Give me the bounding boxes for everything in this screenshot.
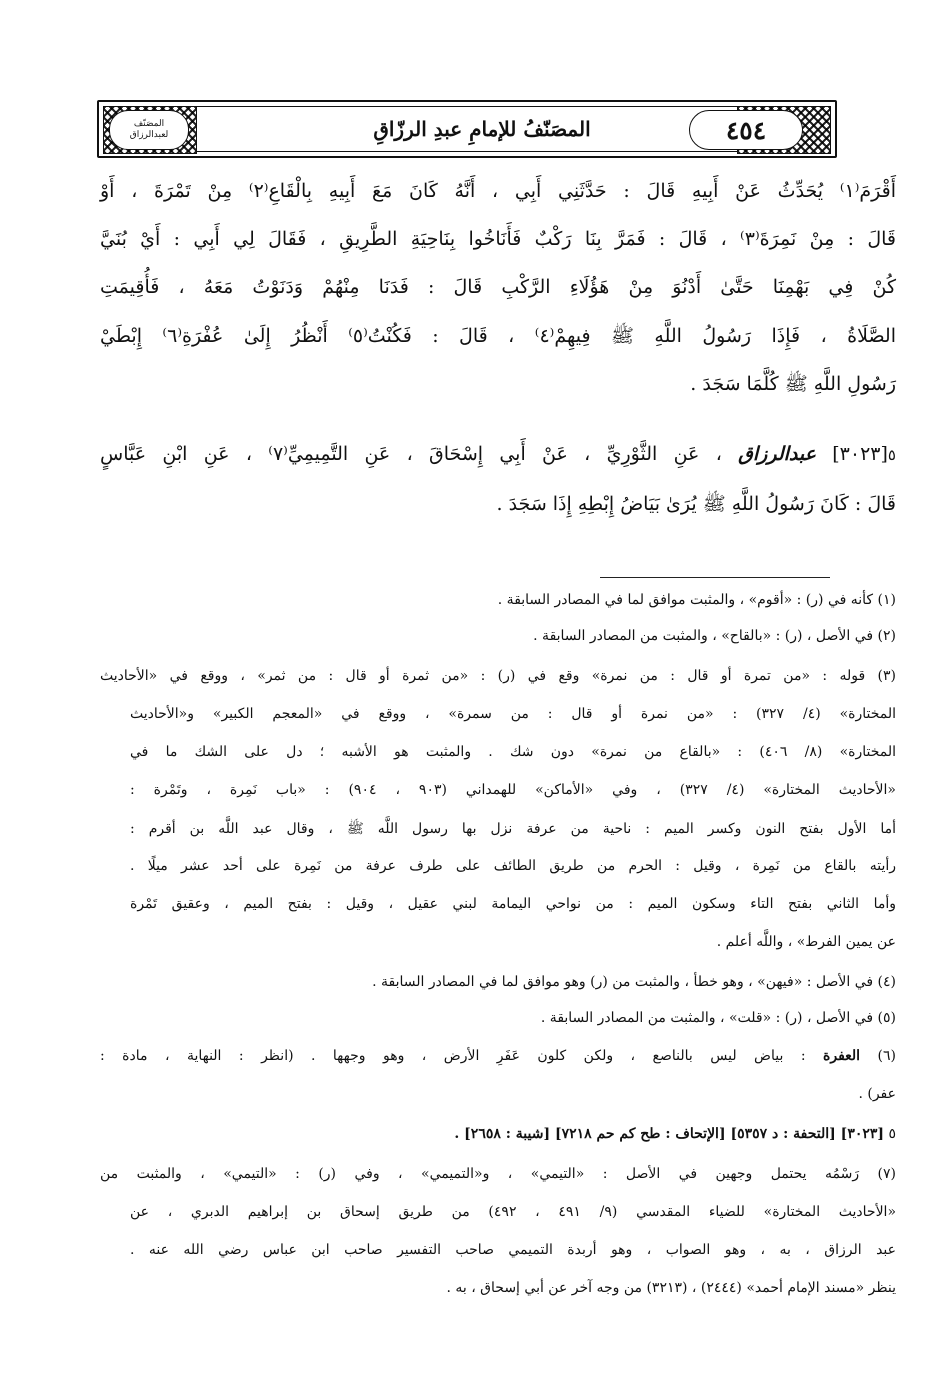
footnote-7-line: ينظر «مسند الإمام أحمد» (٢٤٤٤) ، (٣٢١٣) من وجه آخر عن أبي إسحاق ، به . <box>446 1280 896 1296</box>
footnote-4: (٤) في الأصل : «فيهن» ، وهو خطأ ، والمثبت من (ر) وهو موافق لما في المصادر السابقة . <box>372 974 896 990</box>
footnote-3-line: عن يمين الفرط» ، واللَّه أعلم . <box>716 934 896 950</box>
footnote-7-line: «الأحاديث المختارة» للضياء المقدسي (٩/ ٤٩١ ، ٤٩٢) من طريق إسحاق بن إبراهيم الدبري ، عن <box>130 1204 897 1220</box>
footnote-6-label: (٦) <box>877 1048 897 1064</box>
text-line: قَالَ : مِنْ نَمِرَةَ⁽٣⁾ ، قَالَ : فَمَرَّ بِنَا رَكْبٌ فَأَنَاخُوا بِنَاحِيَةِ الطَّرِيقِ ، فَقَالَ لِي أَبِي : أَيْ بُنَيَّ <box>100 228 897 250</box>
footnote-7-line: عبد الرزاق ، به ، وهو الصواب ، وهو أربدة التميمي صاحب التفسير صاحب ابن عباس رضي الله عنه . <box>130 1242 897 1258</box>
text-line: أَقْرَمَ⁽١⁾ يُحَدِّثُ عَنْ أَبِيهِ قَالَ : حَدَّثَنِي أَبِي ، أَنَّهُ كَانَ مَعَ أَبِيهِ بِالْقَاعِ⁽٢⁾ مِنْ تَمْرَةَ ، أَوْ <box>100 180 896 202</box>
footnote-5: (٥) في الأصل ، (ر) : «قلت» ، والمثبت من المصادر السابقة . <box>540 1010 896 1026</box>
footnote-6-line <box>100 1048 896 1064</box>
footnote-6-term: العفرة <box>823 1048 861 1064</box>
narrator-name: عبدالرزاق <box>738 443 816 465</box>
footnote-3-line: (٣) قوله : «من تمرة أو قال : من نمرة» وقع في (ر) : «من ثمرة أو قال : من ثمر» ، ووقع في «الأحاديث <box>100 668 896 684</box>
book-badge-line2: لعبدالرزاق <box>129 130 169 140</box>
footnote-3-line: المختارة» (٤/ ٣٢٧) : «من نمرة أو قال : من سمرة» ، ووقع في «المعجم الكبير» و«الأحاديث <box>130 706 897 722</box>
hadith-marker: ٥ <box>887 446 896 464</box>
reference-text: [٣٠٢٣] [التحفة : د ٥٣٥٧] [الإتحاف : طح كم حم ٧٢١٨] [شيبة : ٢٦٥٨] . <box>454 1126 885 1142</box>
footnote-1: (١) كأنه في (ر) : «أقوم» ، والمثبت موافق لما في المصادر السابقة . <box>497 592 896 608</box>
page-number: ٤٥٤ <box>725 115 767 145</box>
text-line: الصَّلَاةُ ، فَإِذَا رَسُولُ اللَّهِ ﷺ فِيهِمْ⁽٤⁾ ، قَالَ : فَكُنْتُ⁽٥⁾ أَنْظُرُ إِلَىٰ عُفْرَةِ⁽٦⁾ إِبْطَيْ <box>100 325 896 347</box>
footnote-3-line: رأيته بالقاع من نَمِرة ، وقيل : الحرم من طريق الطائف على طرف عرفة من نَمِرة على أحد عشر ميلًا . <box>130 858 896 874</box>
footnote-7-line: (٧) رَسْمُه يحتمل وجهين في الأصل : «التيمي» ، و«التميمي» ، وفي (ر) : «التيمي» ، والمثبت من <box>100 1166 896 1182</box>
footnote-separator <box>600 577 830 578</box>
page-number-box <box>689 110 803 150</box>
reference-line <box>100 1126 896 1142</box>
footnote-3-line: «الأحاديث المختارة» (٤/ ٣٢٧) ، وفي «الأماكن» للهمداني (٩٠٣ ، ٩٠٤) : «باب نَمِرة ، وتَمْرة : <box>130 782 896 798</box>
footnote-2: (٢) في الأصل ، (ر) : «بالقاح» ، والمثبت من المصادر السابقة . <box>533 628 896 644</box>
text-line: رَسُولِ اللَّهِ ﷺ كُلَّمَا سَجَدَ . <box>690 373 896 395</box>
hadith-3023-first-line <box>100 443 896 465</box>
book-badge-line1: المصَنّف <box>133 119 165 129</box>
footnote-3-line: المختارة» (٨/ ٤٠٦) : «بالقاع من نمرة» دون شك . والمثبت هو الأشبه ؛ دل على الشك ما في <box>130 744 897 760</box>
footnote-3-line: وأما الثاني بفتح التاء وسكون الميم : من نواحي اليمامة لبني عقيل ، وقيل : بفتح الميم ، وعقيق تَمْرة <box>130 896 896 912</box>
footnote-6-text: : بياض ليس بالناصع ، ولكن كلون عَفَرِ الأرض ، وهو وجهها . (انظر : النهاية ، مادة : <box>100 1048 806 1064</box>
footnote-6-line: عفر) . <box>858 1086 896 1102</box>
footnote-3-line: أما الأول بفتح النون وكسر الميم : ناحية من عرفة نزل بها رسول اللَّه ﷺ ، وقال عبد اللَّه بن أقرم : <box>130 821 896 837</box>
isnad-text: ، عَنِ الثَّوْرِيِّ ، عَنْ أَبِي إِسْحَاقَ ، عَنِ التَّمِيمِيِّ⁽٧⁾ ، عَنِ ابْنِ عَبَّاسٍ <box>100 443 722 465</box>
text-line: كُنْ فِي بَهْمِنَا حَتَّىٰ أَدْنُوَ مِنْ هَؤُلَاءِ الرَّكْبِ قَالَ : فَدَنَا مِنْهُمْ وَدَنَوْتُ مَعَهُ ، فَأُقِيمَتِ <box>100 276 896 298</box>
text-line: قَالَ : كَانَ رَسُولُ اللَّهِ ﷺ يُرَىٰ بَيَاضُ إِبْطِهِ إِذَا سَجَدَ . <box>496 493 896 515</box>
hadith-number: [٣٠٢٣] <box>832 443 888 465</box>
book-badge-logo <box>109 110 189 150</box>
page-header <box>97 100 837 158</box>
reference-marker: ٥ <box>888 1126 896 1142</box>
book-title: المصَنّفُ للإمامِ عبدِ الرزّاقِ <box>373 117 591 141</box>
